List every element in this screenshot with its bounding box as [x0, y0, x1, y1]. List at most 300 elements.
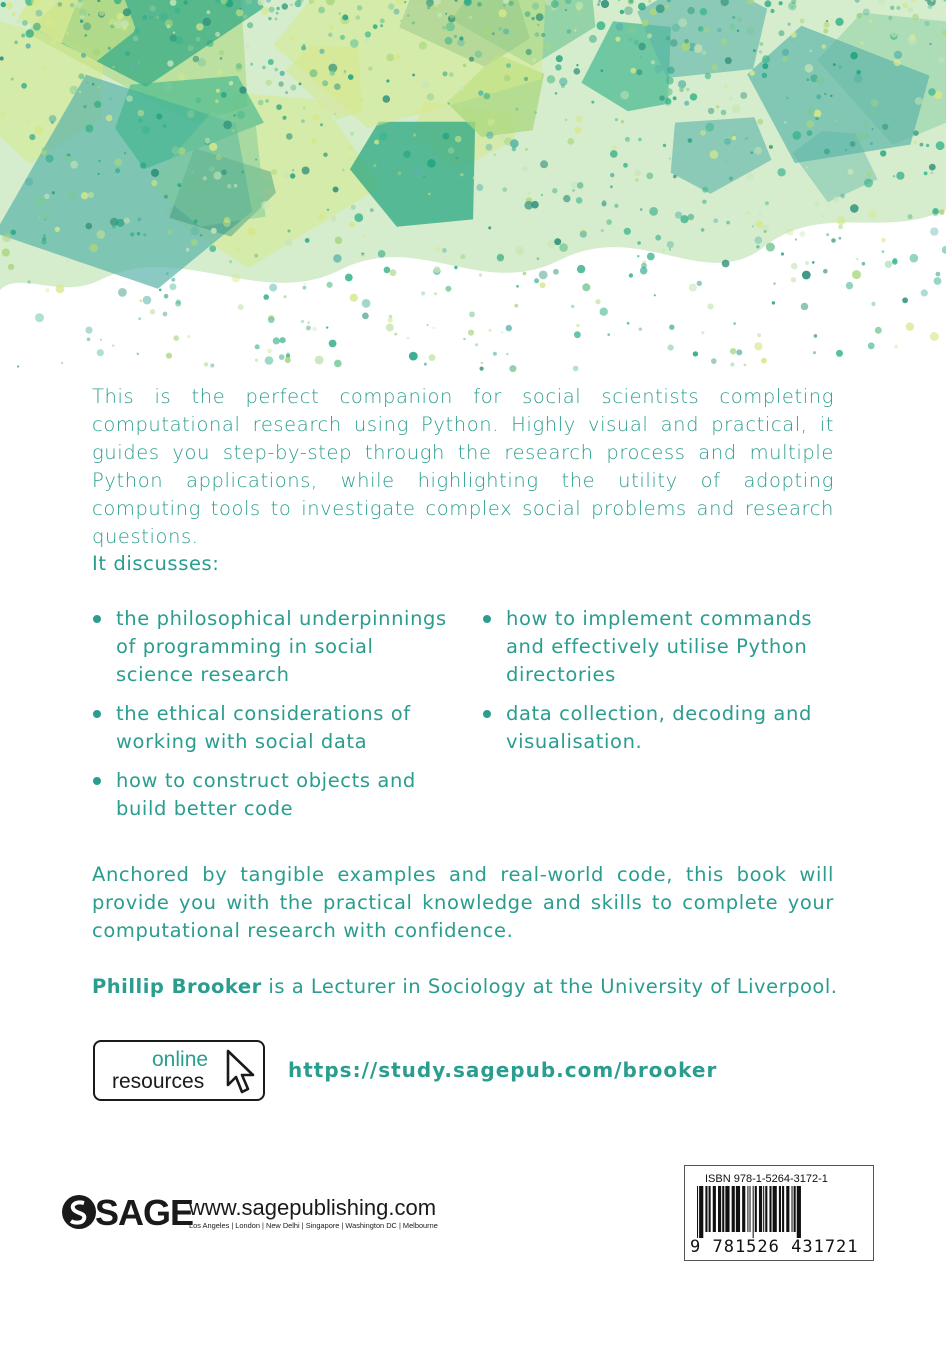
paint-speckle: [693, 351, 698, 356]
paint-speckle: [142, 126, 150, 134]
paint-speckle: [702, 51, 706, 55]
paint-speckle: [70, 161, 78, 169]
paint-speckle: [88, 14, 90, 16]
paint-speckle: [559, 243, 568, 252]
paint-speckle: [173, 31, 175, 33]
paint-speckle: [330, 70, 335, 75]
paint-speckle: [713, 218, 718, 223]
barcode-bar: [699, 1186, 703, 1238]
paint-speckle: [781, 252, 784, 255]
paint-speckle: [374, 140, 379, 145]
paint-speckle: [750, 151, 753, 154]
paint-speckle: [273, 337, 280, 344]
paint-speckle: [17, 365, 19, 367]
paint-speckle: [196, 23, 203, 30]
paint-speckle: [386, 79, 389, 82]
paint-speckle: [213, 172, 221, 180]
paint-speckle: [504, 75, 510, 81]
paint-speckle: [326, 326, 328, 328]
paint-speckle: [28, 280, 31, 283]
paint-speckle: [554, 238, 561, 245]
paint-speckle: [166, 353, 172, 359]
paint-speckle: [760, 42, 764, 46]
paint-speckle: [134, 28, 139, 33]
paint-speckle: [234, 184, 238, 188]
paint-speckle: [663, 144, 666, 147]
paint-speckle: [427, 159, 436, 168]
paint-speckle: [164, 83, 172, 91]
paint-speckle: [209, 166, 215, 172]
paint-speckle: [667, 241, 674, 248]
paint-speckle: [310, 69, 318, 77]
paint-speckle: [835, 18, 843, 26]
paint-speckle: [574, 331, 581, 338]
paint-speckle: [363, 235, 365, 237]
barcode-bar: [705, 1186, 707, 1232]
paint-speckle: [306, 326, 311, 331]
paint-speckle: [200, 234, 203, 237]
paint-speckle: [573, 366, 579, 372]
paint-speckle: [349, 145, 353, 149]
paint-speckle: [139, 299, 142, 302]
paint-speckle: [754, 147, 762, 155]
paint-speckle: [423, 176, 425, 178]
bullet-icon: [483, 615, 491, 623]
paint-speckle: [126, 95, 133, 102]
paint-speckle: [108, 47, 111, 50]
paint-speckle: [187, 335, 190, 338]
paint-speckle: [319, 49, 324, 54]
paint-speckle: [255, 344, 260, 349]
paint-speckle: [290, 85, 296, 91]
paint-speckle: [597, 3, 600, 6]
paint-speckle: [552, 188, 557, 193]
paint-speckle: [815, 202, 820, 207]
paint-speckle: [574, 68, 581, 75]
paint-speckle: [412, 21, 415, 24]
paint-speckle: [648, 0, 651, 3]
paint-speckle: [892, 259, 898, 265]
paint-speckle: [459, 36, 463, 40]
paint-speckle: [344, 70, 346, 72]
paint-speckle: [640, 56, 642, 58]
paint-speckle: [736, 349, 742, 355]
paint-speckle: [732, 136, 736, 140]
paint-speckle: [403, 151, 410, 158]
paint-speckle: [627, 322, 630, 325]
paint-speckle: [831, 238, 836, 243]
paint-speckle: [606, 219, 612, 225]
paint-speckle: [187, 110, 194, 117]
paint-speckle: [637, 255, 639, 257]
paint-speckle: [400, 20, 402, 22]
paint-speckle: [688, 138, 693, 143]
paint-speckle: [207, 40, 214, 47]
paint-speckle: [732, 104, 741, 113]
barcode-bar: [755, 1186, 757, 1232]
paint-speckle: [553, 269, 559, 275]
publisher-website[interactable]: www.sagepublishing.com: [189, 1195, 437, 1220]
paint-speckle: [770, 9, 774, 13]
paint-speckle: [370, 208, 374, 212]
paint-speckle: [446, 22, 455, 31]
paint-speckle: [624, 6, 633, 15]
paint-speckle: [498, 27, 502, 31]
online-resources-link[interactable]: https://study.sagepub.com/brooker: [288, 1058, 718, 1082]
paint-speckle: [14, 41, 18, 45]
paint-speckle: [846, 282, 853, 289]
paint-speckle: [219, 50, 225, 56]
paint-speckle: [541, 33, 545, 37]
paint-speckle: [823, 269, 828, 274]
paint-speckle: [90, 244, 98, 252]
paint-speckle: [913, 130, 919, 136]
paint-speckle: [475, 343, 478, 346]
paint-speckle: [36, 10, 43, 17]
paint-speckle: [698, 26, 704, 32]
paint-speckle: [174, 8, 180, 14]
paint-speckle: [839, 237, 842, 240]
paint-speckle: [51, 121, 54, 124]
paint-speckle: [463, 338, 465, 340]
paint-speckle: [694, 44, 703, 53]
paint-speckle: [833, 63, 836, 66]
barcode-bars: [693, 1186, 867, 1238]
paint-speckle: [269, 7, 275, 13]
barcode-bar: [782, 1186, 784, 1232]
paint-speckle: [788, 23, 791, 26]
paint-speckle: [33, 23, 41, 31]
paint-speckle: [659, 95, 664, 100]
paint-speckle: [791, 263, 798, 270]
paint-speckle: [852, 270, 861, 279]
paint-speckle: [463, 64, 467, 68]
paint-speckle: [409, 352, 418, 361]
paint-speckle: [42, 211, 49, 218]
paint-speckle: [576, 2, 584, 10]
paint-speckle: [203, 18, 211, 26]
paint-speckle: [610, 173, 614, 177]
paint-speckle: [427, 93, 434, 100]
paint-speckle: [26, 29, 34, 37]
paint-speckle: [687, 7, 694, 14]
paint-speckle: [151, 180, 157, 186]
paint-speckle: [514, 304, 518, 308]
paint-speckle: [547, 75, 555, 83]
paint-speckle: [837, 216, 846, 225]
paint-speckle: [454, 35, 457, 38]
paint-speckle: [493, 153, 496, 156]
paint-speckle: [730, 362, 734, 366]
paint-speckle: [421, 81, 429, 89]
paint-speckle: [779, 30, 785, 36]
paint-speckle: [515, 246, 524, 255]
paint-speckle: [565, 119, 568, 122]
paint-speckle: [473, 176, 476, 179]
paint-speckle: [800, 18, 805, 23]
paint-speckle: [942, 246, 946, 254]
paint-speckle: [854, 74, 863, 83]
barcode-bar: [709, 1186, 711, 1232]
paint-speckle: [29, 134, 35, 140]
paint-speckle: [142, 15, 147, 20]
paint-speckle: [625, 137, 630, 142]
paint-speckle: [210, 364, 214, 368]
paint-speckle: [812, 261, 815, 264]
paint-speckle: [481, 362, 483, 364]
paint-speckle: [83, 22, 91, 30]
paint-speckle: [143, 296, 152, 305]
paint-speckle: [85, 125, 93, 133]
paint-speckle: [690, 93, 697, 100]
paint-speckle: [68, 191, 77, 200]
paint-speckle: [112, 66, 114, 68]
paint-speckle: [241, 171, 244, 174]
list-item: [92, 605, 452, 689]
paint-speckle: [764, 230, 767, 233]
paint-speckle: [58, 2, 63, 7]
paint-speckle: [647, 33, 652, 38]
paint-speckle: [864, 179, 873, 188]
paint-speckle: [340, 35, 345, 40]
paint-speckle: [424, 363, 427, 366]
paint-speckle: [378, 250, 386, 258]
paint-speckle: [130, 19, 133, 22]
paint-speckle: [515, 108, 518, 111]
paint-speckle: [12, 12, 16, 16]
paint-speckle: [915, 97, 923, 105]
paint-speckle: [814, 334, 818, 338]
paint-speckle: [234, 83, 240, 89]
paint-speckle: [601, 69, 604, 72]
paint-speckle: [870, 109, 877, 116]
author-bio-text: is a Lecturer in Sociology at the University of Liverpool.: [261, 975, 838, 998]
paint-speckle: [122, 26, 127, 31]
paint-speckle: [668, 345, 674, 351]
paint-speckle: [582, 283, 590, 291]
paint-speckle: [191, 171, 194, 174]
paint-speckle: [824, 93, 826, 95]
paint-speckle: [188, 45, 194, 51]
paint-speckle: [25, 178, 33, 186]
paint-speckle: [729, 24, 735, 30]
paint-speckle: [733, 322, 736, 325]
paint-speckle: [636, 69, 642, 75]
paint-speckle: [269, 284, 277, 292]
paint-speckle: [638, 3, 646, 11]
paint-speckle: [484, 93, 491, 100]
paint-speckle: [7, 57, 10, 60]
paint-speckle: [246, 44, 250, 48]
paint-speckle: [386, 324, 394, 332]
paint-speckle: [607, 333, 610, 336]
paint-speckle: [721, 38, 728, 45]
paint-speckle: [928, 88, 936, 96]
paint-speckle: [930, 332, 939, 341]
paint-speckle: [138, 317, 141, 320]
paint-speckle: [532, 58, 536, 62]
paint-speckle: [634, 169, 641, 176]
paint-speckle: [164, 195, 168, 199]
paint-speckle: [17, 19, 22, 24]
paint-speckle: [333, 187, 339, 193]
paint-speckle: [466, 188, 468, 190]
paint-speckle: [143, 233, 146, 236]
paint-speckle: [11, 230, 16, 235]
paint-speckle: [637, 241, 641, 245]
online-resources-badge[interactable]: [93, 1040, 265, 1101]
paint-speckle: [875, 327, 882, 334]
paint-speckle: [275, 17, 278, 20]
paint-speckle: [856, 70, 861, 75]
paint-speckle: [532, 3, 539, 10]
paint-speckle: [82, 118, 86, 122]
paint-speckle: [708, 108, 714, 114]
paint-speckle: [502, 187, 507, 192]
paint-speckle: [478, 90, 483, 95]
paint-speckle: [509, 1, 514, 6]
paint-speckle: [167, 229, 172, 234]
paint-speckle: [151, 169, 159, 177]
barcode-bar: [786, 1186, 789, 1232]
paint-speckle: [503, 29, 509, 35]
paint-speckle: [822, 44, 827, 49]
paint-speckle: [836, 350, 843, 357]
paint-speckle: [323, 153, 327, 157]
paint-speckle: [166, 272, 168, 274]
paint-speckle: [871, 302, 875, 306]
paint-speckle: [662, 249, 665, 252]
paint-speckle: [716, 105, 719, 108]
paint-speckle: [31, 142, 34, 145]
paint-speckle: [894, 59, 901, 66]
paint-speckle: [575, 115, 583, 123]
paint-speckle: [730, 348, 736, 354]
paint-speckle: [665, 88, 673, 96]
paint-speckle: [934, 277, 942, 285]
paint-speckle: [762, 73, 767, 78]
paint-speckle: [129, 64, 136, 71]
paint-speckle: [138, 119, 142, 123]
paint-speckle: [334, 83, 341, 90]
paint-speckle: [85, 327, 92, 334]
paint-speckle: [833, 196, 840, 203]
paint-speckle: [639, 328, 642, 331]
paint-speckle: [173, 335, 179, 341]
paint-speckle: [729, 97, 733, 101]
paint-speckle: [525, 148, 528, 151]
paint-speckle: [555, 92, 558, 95]
paint-speckle: [756, 220, 763, 227]
paint-speckle: [647, 253, 655, 261]
paint-speckle: [539, 271, 548, 280]
paint-speckle: [460, 105, 462, 107]
paint-speckle: [215, 32, 220, 37]
paint-speckle: [6, 2, 13, 9]
paint-speckle: [434, 266, 441, 273]
paint-speckle: [172, 146, 180, 154]
description-closing: Anchored by tangible examples and real-world code, this book will provide you with the practical knowledge and skills to complete your computational research with confidence.: [92, 863, 834, 942]
paint-speckle: [688, 214, 694, 220]
paint-speckle: [250, 63, 253, 66]
paint-speckle: [110, 218, 118, 226]
paint-speckle: [757, 119, 763, 125]
barcode-bar: [753, 1186, 754, 1238]
paint-speckle: [288, 230, 291, 233]
paint-speckle: [186, 248, 190, 252]
paint-speckle: [537, 257, 540, 260]
paint-speckle: [902, 297, 908, 303]
paint-speckle: [112, 225, 116, 229]
paint-speckle: [236, 9, 243, 16]
paint-speckle: [203, 176, 207, 180]
paint-speckle: [506, 353, 508, 355]
paint-speckle: [705, 73, 711, 79]
paint-speckle: [753, 49, 756, 52]
paint-speckle: [700, 130, 706, 136]
paint-speckle: [320, 123, 323, 126]
paint-speckle: [908, 7, 913, 12]
paint-speckle: [531, 17, 534, 20]
paint-speckle: [634, 40, 639, 45]
paint-speckle: [267, 349, 272, 354]
paint-speckle: [556, 55, 563, 62]
paint-speckle: [602, 200, 606, 204]
paint-speckle: [486, 144, 493, 151]
publisher-cities: Los Angeles | London | New Delhi | Singapore | Washington DC | Melbourne: [189, 1221, 438, 1230]
paint-speckle: [601, 229, 604, 232]
paint-speckle: [264, 181, 270, 187]
paint-speckle: [665, 4, 670, 9]
paint-speckle: [276, 104, 282, 110]
paint-speckle: [303, 44, 306, 47]
barcode-digits: 9 781526 431721: [690, 1237, 859, 1257]
paint-speckle: [610, 150, 618, 158]
paint-speckle: [561, 84, 565, 88]
paint-speckle: [342, 169, 345, 172]
paint-speckle: [784, 121, 787, 124]
paint-speckle: [394, 9, 400, 15]
paint-speckle: [286, 133, 293, 140]
paint-speckle: [655, 235, 661, 241]
barcode-bar: [718, 1186, 721, 1232]
paint-speckle: [802, 271, 811, 280]
sage-wordmark: SAGE: [95, 1192, 194, 1233]
paint-speckle: [177, 183, 181, 187]
paint-speckle: [191, 239, 198, 246]
paint-speckle: [61, 362, 63, 364]
paint-speckle: [98, 160, 101, 163]
paint-speckle: [710, 150, 719, 159]
paint-speckle: [801, 303, 809, 311]
paint-speckle: [906, 322, 914, 330]
paint-speckle: [429, 354, 436, 361]
paint-speckle: [386, 54, 394, 62]
paint-speckle: [171, 278, 175, 282]
paint-speckle: [673, 175, 677, 179]
paint-speckle: [21, 83, 27, 89]
paint-speckle: [339, 13, 341, 15]
paint-speckle: [443, 133, 450, 140]
paint-speckle: [891, 31, 897, 37]
paint-speckle: [769, 145, 773, 149]
paint-speckle: [499, 134, 505, 140]
paint-speckle: [163, 312, 168, 317]
paint-speckle: [777, 168, 785, 176]
paint-speckle: [21, 34, 25, 38]
paint-speckle: [868, 210, 877, 219]
paint-speckle: [282, 126, 285, 129]
